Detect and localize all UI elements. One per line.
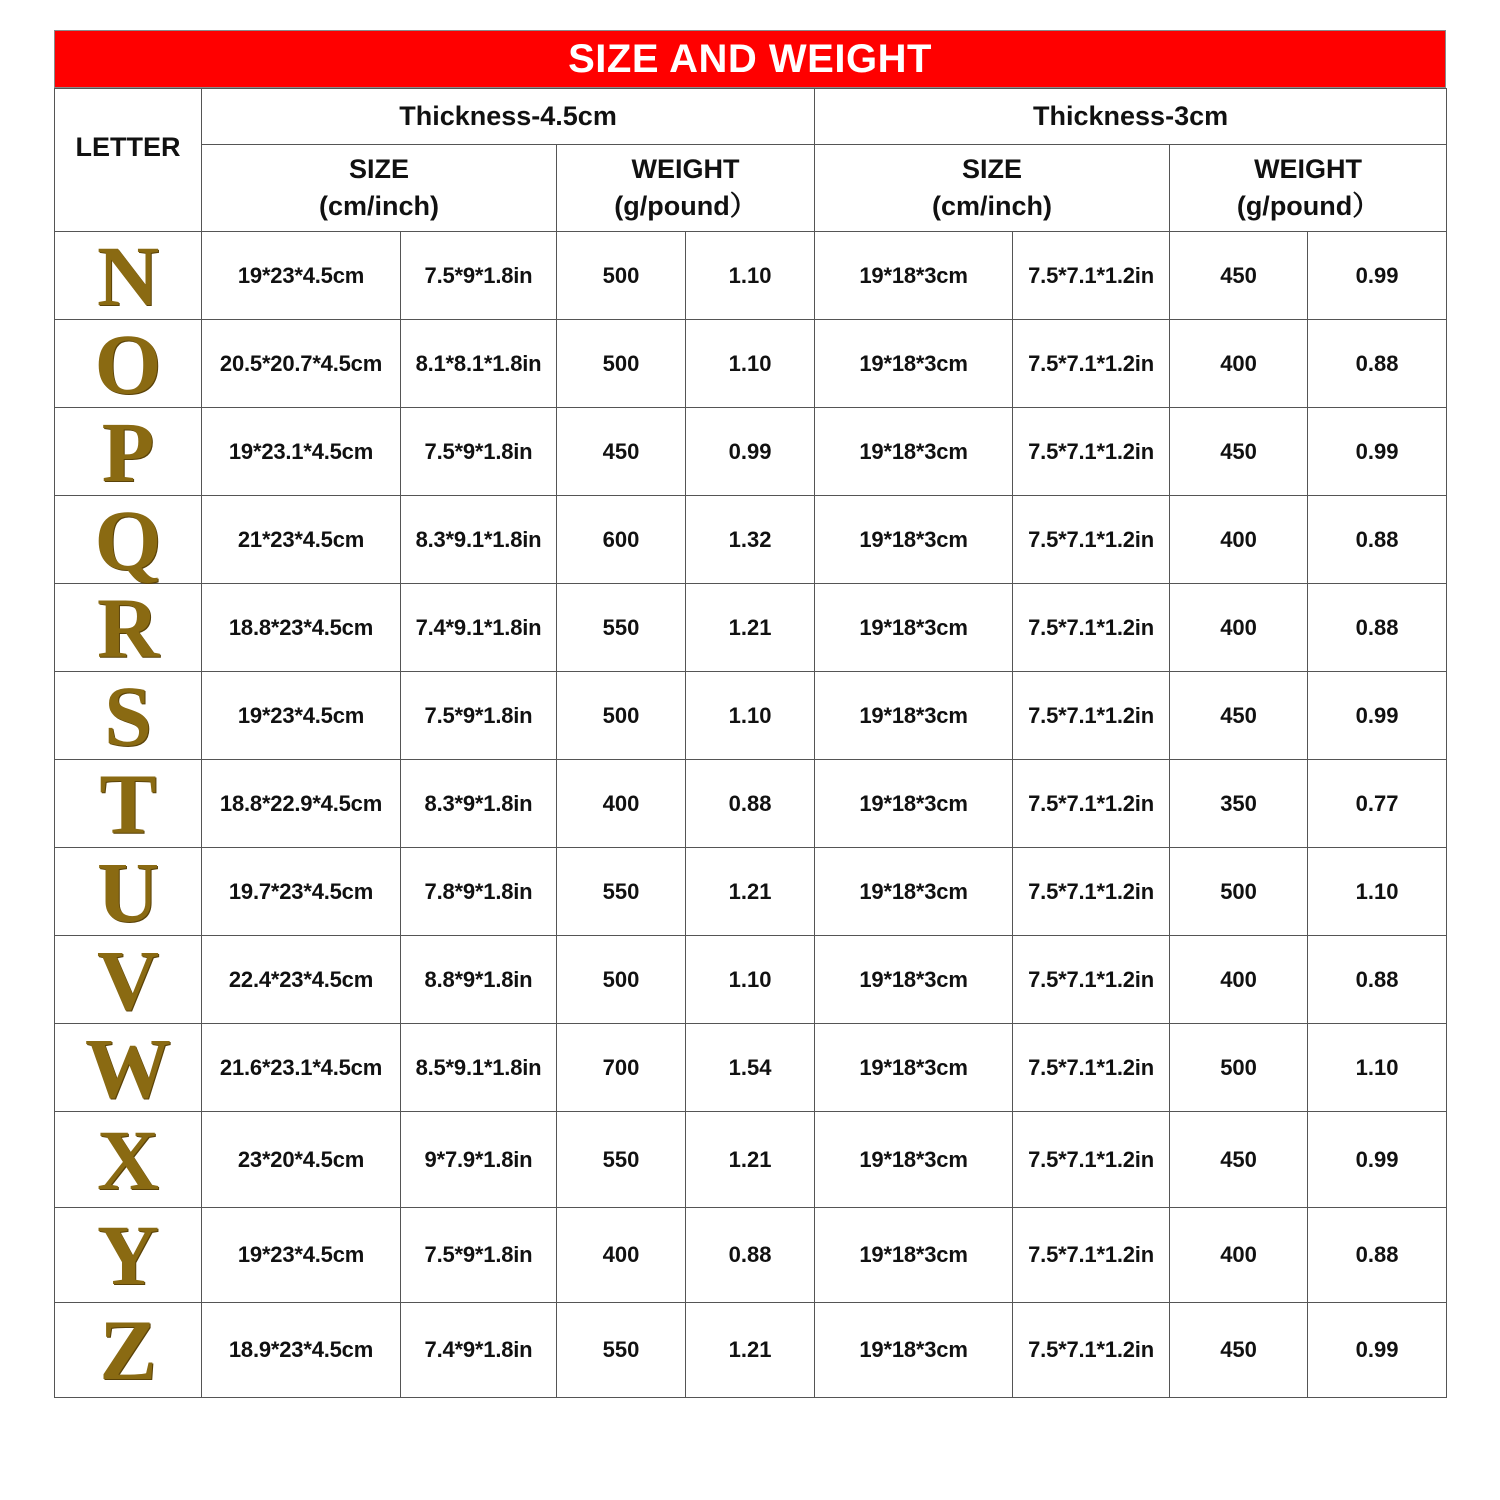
size-inch-3: 7.5*7.1*1.2in [1013,408,1170,496]
weight-g-3: 500 [1170,848,1308,936]
size-cm-4-5: 18.8*22.9*4.5cm [202,760,401,848]
size-cm-3: 19*18*3cm [815,232,1013,320]
size-inch-3: 7.5*7.1*1.2in [1013,672,1170,760]
size-inch-4-5: 7.4*9.1*1.8in [401,584,557,672]
size-cm-4-5: 19.7*23*4.5cm [202,848,401,936]
size-cm-4-5: 19*23*4.5cm [202,672,401,760]
table-row [55,408,1447,496]
thickness-4-5cm-header: Thickness-4.5cm [202,89,815,145]
weight-unit: (g/pound） [614,191,757,221]
weight-lb-4-5: 0.88 [686,760,815,848]
weight-lb-4-5: 1.21 [686,584,815,672]
size-cm-4-5: 20.5*20.7*4.5cm [202,320,401,408]
size-cm-3: 19*18*3cm [815,496,1013,584]
letter-column-header: LETTER [55,89,202,232]
size-inch-4-5: 7.8*9*1.8in [401,848,557,936]
size-weight-table [54,88,1447,1398]
weight-g-4-5: 500 [557,936,686,1024]
size-inch-3: 7.5*7.1*1.2in [1013,848,1170,936]
size-cm-3: 19*18*3cm [815,672,1013,760]
weight-g-3: 450 [1170,672,1308,760]
letter-glyph: S [55,672,202,760]
letter-glyph: O [55,320,202,408]
weight-lb-4-5: 1.10 [686,320,815,408]
size-cm-3: 19*18*3cm [815,584,1013,672]
weight-g-4-5: 400 [557,1208,686,1303]
weight-lb-4-5: 1.21 [686,1303,815,1398]
size-inch-4-5: 9*7.9*1.8in [401,1112,557,1208]
size-cm-3: 19*18*3cm [815,760,1013,848]
letter-glyph: Z [55,1303,202,1398]
size-cm-4-5: 21*23*4.5cm [202,496,401,584]
size-inch-4-5: 7.5*9*1.8in [401,1208,557,1303]
weight-lb-4-5: 1.54 [686,1024,815,1112]
size-weight-sheet [54,30,1446,1398]
size-cm-4-5: 19*23*4.5cm [202,1208,401,1303]
size-unit: (cm/inch) [318,191,439,221]
weight-unit: (g/pound） [1236,191,1380,221]
table-row [55,1112,1447,1208]
size-inch-3: 7.5*7.1*1.2in [1013,1208,1170,1303]
size-cm-3: 19*18*3cm [815,1024,1013,1112]
table-row [55,936,1447,1024]
size-header-b [815,145,1170,232]
size-cm-3: 19*18*3cm [815,848,1013,936]
letter-glyph: U [55,848,202,936]
weight-lb-3: 0.77 [1308,760,1447,848]
size-cm-3: 19*18*3cm [815,1208,1013,1303]
weight-g-3: 450 [1170,1112,1308,1208]
size-inch-3: 7.5*7.1*1.2in [1013,1303,1170,1398]
size-inch-3: 7.5*7.1*1.2in [1013,936,1170,1024]
weight-g-3: 450 [1170,232,1308,320]
weight-g-4-5: 550 [557,1303,686,1398]
letter-glyph: R [55,584,202,672]
weight-lb-3: 0.99 [1308,1112,1447,1208]
weight-g-4-5: 550 [557,848,686,936]
table-row [55,232,1447,320]
weight-lb-3: 0.99 [1308,672,1447,760]
size-inch-4-5: 8.5*9.1*1.8in [401,1024,557,1112]
weight-g-3: 450 [1170,408,1308,496]
weight-g-3: 500 [1170,1024,1308,1112]
weight-lb-4-5: 0.99 [686,408,815,496]
weight-lb-4-5: 1.21 [686,848,815,936]
size-inch-3: 7.5*7.1*1.2in [1013,1024,1170,1112]
weight-lb-3: 0.88 [1308,320,1447,408]
weight-lb-3: 0.99 [1308,232,1447,320]
size-label: SIZE [962,154,1023,184]
size-inch-3: 7.5*7.1*1.2in [1013,232,1170,320]
table-row [55,760,1447,848]
weight-lb-4-5: 1.10 [686,936,815,1024]
weight-lb-4-5: 1.32 [686,496,815,584]
table-row [55,496,1447,584]
weight-g-4-5: 600 [557,496,686,584]
letter-glyph: V [55,936,202,1024]
letter-glyph: X [55,1112,202,1208]
weight-lb-3: 0.88 [1308,496,1447,584]
size-inch-3: 7.5*7.1*1.2in [1013,320,1170,408]
weight-lb-3: 1.10 [1308,848,1447,936]
size-cm-3: 19*18*3cm [815,1303,1013,1398]
size-inch-3: 7.5*7.1*1.2in [1013,584,1170,672]
weight-g-4-5: 700 [557,1024,686,1112]
size-unit: (cm/inch) [932,191,1053,221]
table-row [55,1208,1447,1303]
size-cm-4-5: 19*23.1*4.5cm [202,408,401,496]
size-inch-4-5: 8.8*9*1.8in [401,936,557,1024]
weight-g-4-5: 500 [557,232,686,320]
weight-lb-3: 0.99 [1308,1303,1447,1398]
weight-lb-3: 0.99 [1308,408,1447,496]
weight-g-3: 400 [1170,584,1308,672]
size-inch-4-5: 8.1*8.1*1.8in [401,320,557,408]
size-inch-3: 7.5*7.1*1.2in [1013,1112,1170,1208]
weight-g-3: 450 [1170,1303,1308,1398]
size-label: SIZE [348,154,409,184]
weight-header-a [557,145,815,232]
letter-glyph: T [55,760,202,848]
weight-g-3: 400 [1170,496,1308,584]
thickness-3cm-header: Thickness-3cm [815,89,1447,145]
size-cm-3: 19*18*3cm [815,320,1013,408]
letter-glyph: Y [55,1208,202,1303]
letter-glyph: N [55,232,202,320]
size-cm-4-5: 19*23*4.5cm [202,232,401,320]
size-inch-3: 7.5*7.1*1.2in [1013,496,1170,584]
weight-g-4-5: 500 [557,672,686,760]
weight-g-3: 400 [1170,320,1308,408]
weight-lb-3: 0.88 [1308,1208,1447,1303]
size-inch-4-5: 7.4*9*1.8in [401,1303,557,1398]
weight-label: WEIGHT [631,154,740,184]
weight-g-4-5: 550 [557,584,686,672]
table-row [55,584,1447,672]
size-cm-4-5: 22.4*23*4.5cm [202,936,401,1024]
letter-glyph: P [55,408,202,496]
weight-header-b [1170,145,1447,232]
weight-g-4-5: 400 [557,760,686,848]
weight-g-4-5: 550 [557,1112,686,1208]
letter-glyph: Q [55,496,202,584]
size-header-a [202,145,557,232]
size-inch-3: 7.5*7.1*1.2in [1013,760,1170,848]
size-inch-4-5: 8.3*9.1*1.8in [401,496,557,584]
weight-g-3: 400 [1170,1208,1308,1303]
size-cm-3: 19*18*3cm [815,408,1013,496]
weight-lb-3: 0.88 [1308,584,1447,672]
size-cm-3: 19*18*3cm [815,1112,1013,1208]
size-inch-4-5: 7.5*9*1.8in [401,232,557,320]
size-inch-4-5: 8.3*9*1.8in [401,760,557,848]
size-cm-4-5: 18.8*23*4.5cm [202,584,401,672]
size-cm-4-5: 23*20*4.5cm [202,1112,401,1208]
table-row [55,1024,1447,1112]
table-row [55,848,1447,936]
size-cm-4-5: 21.6*23.1*4.5cm [202,1024,401,1112]
size-inch-4-5: 7.5*9*1.8in [401,672,557,760]
page-title: SIZE AND WEIGHT [54,30,1446,88]
size-cm-3: 19*18*3cm [815,936,1013,1024]
letter-glyph: W [55,1024,202,1112]
table-row [55,672,1447,760]
weight-lb-4-5: 1.21 [686,1112,815,1208]
weight-lb-3: 0.88 [1308,936,1447,1024]
weight-g-4-5: 450 [557,408,686,496]
weight-label: WEIGHT [1254,154,1363,184]
weight-lb-4-5: 0.88 [686,1208,815,1303]
size-cm-4-5: 18.9*23*4.5cm [202,1303,401,1398]
weight-lb-3: 1.10 [1308,1024,1447,1112]
weight-g-3: 350 [1170,760,1308,848]
weight-lb-4-5: 1.10 [686,672,815,760]
table-row [55,320,1447,408]
weight-g-4-5: 500 [557,320,686,408]
table-row [55,1303,1447,1398]
weight-lb-4-5: 1.10 [686,232,815,320]
weight-g-3: 400 [1170,936,1308,1024]
size-inch-4-5: 7.5*9*1.8in [401,408,557,496]
